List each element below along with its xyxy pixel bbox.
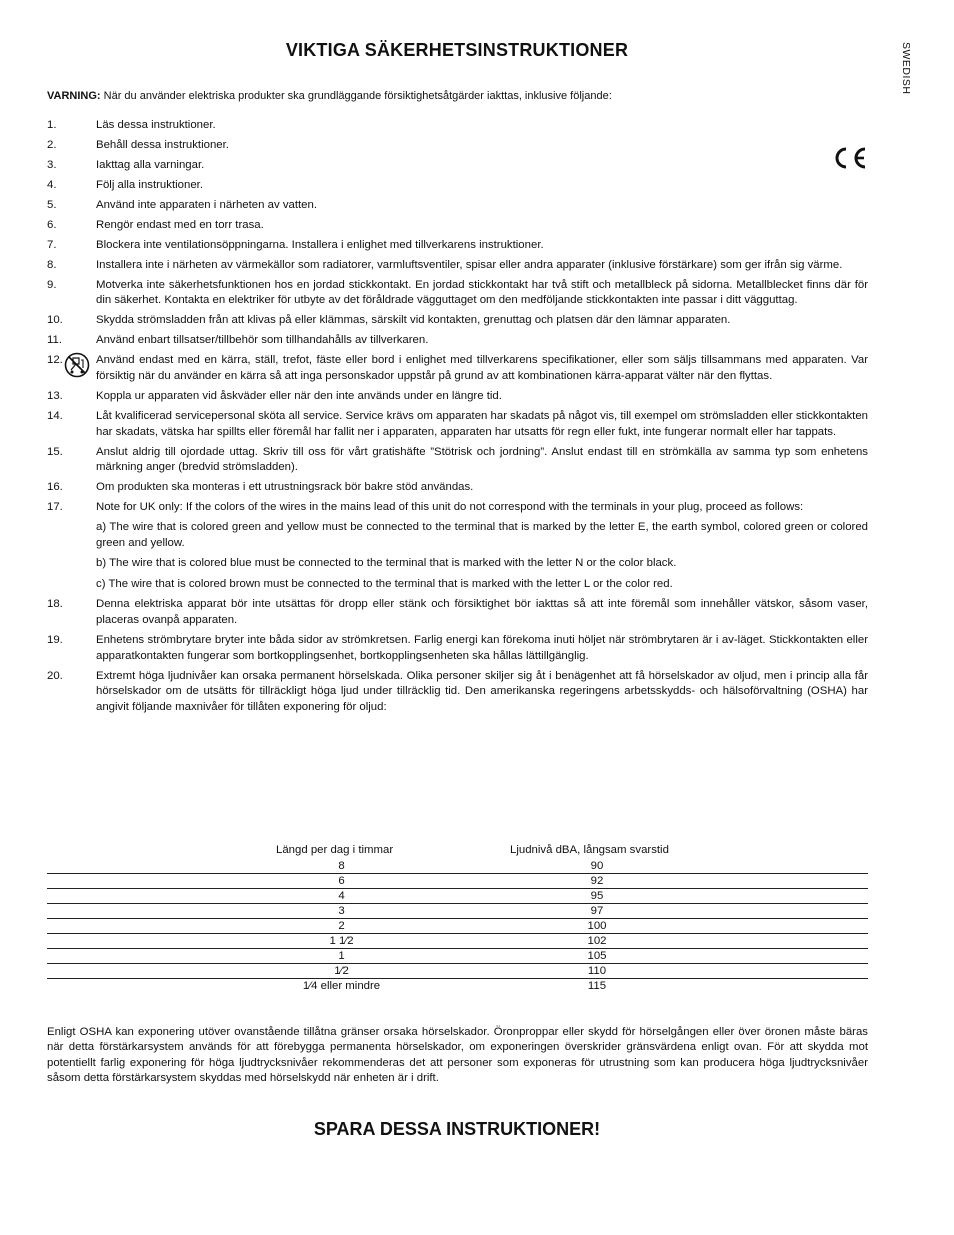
table-row [47, 964, 868, 979]
table-row [47, 949, 868, 964]
table-row [47, 934, 868, 949]
item-number: 15. [47, 445, 63, 458]
list-item [47, 158, 868, 174]
cell-level: 92 [590, 875, 604, 887]
cell-duration: 8 [338, 860, 345, 872]
cart-warning-icon [64, 352, 90, 378]
table-row [47, 904, 868, 919]
table-header [47, 844, 868, 859]
item-number: 3. [47, 158, 57, 171]
item-text: Låt kvalificerad servicepersonal sköta all service. Service krävs om apparaten har skadats på något vis, till exempel om strömsladden eller stickkontakten har skadats, vätska har spillts eller föremål har fallit ner i apparaten, apparaten har utsatts för regn eller fukt, inte fungerar normalt eller har tappats. [96, 409, 868, 438]
item-text: Använd inte apparaten i närheten av vatten. [96, 198, 318, 211]
item-text: Behåll dessa instruktioner. [96, 138, 229, 151]
item-text: Läs dessa instruktioner. [96, 119, 216, 131]
cell-duration: 1⁄4 eller mindre [302, 980, 381, 992]
item-number: 12. [47, 354, 63, 367]
cell-duration: 3 [338, 905, 345, 917]
cell-level: 95 [590, 890, 604, 902]
list-item [47, 353, 868, 384]
header-level: Ljudnivå dBA, långsam svarstid [510, 844, 669, 856]
list-item [47, 278, 868, 309]
sub-item: b) The wire that is colored blue must be connected to the terminal that is marked with the letter N or the color black. [96, 557, 677, 570]
list-item [47, 313, 868, 329]
cell-level: 105 [587, 950, 607, 962]
table-row [47, 859, 868, 874]
list-item [47, 258, 868, 274]
warning-label: VARNING: [47, 90, 101, 102]
item-number: 18. [47, 598, 63, 611]
sub-item: a) The wire that is colored green and yellow must be connected to the terminal that is marked by the letter E, the earth symbol, colored green or colored green and yellow. [96, 521, 868, 549]
item-text: Rengör endast med en torr trasa. [96, 218, 264, 231]
cell-level: 90 [590, 860, 604, 872]
item-text: Använd enbart tillsatser/tillbehör som tillhandahålls av tillverkaren. [96, 334, 429, 347]
item-number: 14. [47, 409, 63, 422]
item-text: Iakttag alla varningar. [96, 158, 205, 171]
list-item [47, 138, 868, 154]
item-number: 13. [47, 390, 63, 402]
table-row [47, 889, 868, 904]
item-number: 20. [47, 669, 63, 682]
cell-duration: 6 [338, 875, 345, 887]
item-number: 11. [47, 334, 62, 347]
cell-duration: 1⁄2 [334, 965, 349, 977]
item-text: Använd endast med en kärra, ställ, trefot, fäste eller bord i enlighet med tillverkarens specifikationer, eller som säljs tillsammans med apparaten. Var försiktig när du använder en kärra så att inga personskador uppstår på grund av att kombinationen kärra-apparat välter när den flyttas. [96, 354, 868, 383]
item-number: 16. [47, 481, 63, 494]
cell-duration: 1 [338, 950, 345, 962]
item-text: Denna elektriska apparat bör inte utsättas för dropp eller stänk och försiktighet bör iakttas så att inte föremål som innehåller vätskor, såsom vaser, placeras ovanpå apparaten. [96, 598, 868, 627]
item-number: 19. [47, 634, 63, 647]
item-text: Enhetens strömbrytare bryter inte båda sidor av strömkretsen. Farlig energi kan förekoma inuti höljet när strömbrytaren är i av-läget. Stickkontakten eller apparatkontakten fungerar som bortkopplingsenhet, bortkopplingsenheten ska hållas lättillgänglig. [96, 634, 868, 662]
cell-duration: 1 1⁄2 [329, 935, 354, 947]
item-number: 1. [47, 119, 57, 131]
item-text: Koppla ur apparaten vid åskväder eller när den inte används under en längre tid. [96, 390, 502, 402]
cell-level: 100 [587, 920, 607, 932]
list-item [47, 178, 868, 194]
table-row [47, 919, 868, 934]
list-item [47, 500, 868, 516]
list-item [47, 597, 868, 628]
language-tab: SWEDISH [900, 42, 912, 95]
warning-paragraph [47, 89, 867, 103]
cell-level: 97 [590, 905, 604, 917]
item-number: 6. [47, 218, 57, 231]
list-item [47, 118, 868, 134]
closing-paragraph: Enligt OSHA kan exponering utöver ovanstående tillåtna gränser orsaka hörselskador. Öronproppar eller skydd för hörselgången eller över öronen måste bäras när detta förstärkarsystem används för att förebygga permanenta hörselskador, om exponeringen överskrider gränsvärdena enligt ovan. För att skydda mot potentiellt farlig exponering för höga ljudtrycksnivåer rekommenderas det att personer som exponeras för utrustning som kan producera höga ljudtrycksnivåer såsom detta förstärkarsystem skyddas med hörselskydd när enheten är i drift. [47, 1026, 868, 1085]
instruction-list [47, 118, 868, 720]
item-number: 7. [47, 238, 57, 251]
item-text: Följ alla instruktioner. [96, 178, 203, 191]
page-title: VIKTIGA SÄKERHETSINSTRUKTIONER [285, 40, 629, 60]
list-item [47, 480, 868, 496]
sub-item: c) The wire that is colored brown must be connected to the terminal that is marked with the letter L or the color red. [96, 577, 673, 590]
item-text: Extremt höga ljudnivåer kan orsaka permanent hörselskada. Olika personer skiljer sig åt i benägenhet att få hörselskador av oljud, men i princip alla får hörselskador om de utsätts för tillräckligt höga ljud under tillräcklig tid. Den amerikanska regeringens arbetsskydds- och hälsoförvaltning (OSHA) har angivit följande maxnivåer för tillåten exponering för oljud: [96, 669, 868, 713]
list-item [47, 669, 868, 716]
item-text: Installera inte i närheten av värmekällor som radiatorer, varmluftsventiler, spisar eller andra apparater (inklusive förstärkare) som ger ifrån sig värme. [96, 258, 843, 271]
item-text: Skydda strömsladden från att klivas på eller klämmas, särskilt vid kontakten, grenuttag och platsen där den lämnar apparaten. [96, 314, 731, 327]
item-text: Motverka inte säkerhetsfunktionen hos en jordad stickkontakt. En jordad stickkontakt har två stift och metallbleck på sidorna. Metallblecket finns där för din säkerhet. Kontakta en elektriker för utbyte av det föråldrade vägguttaget om den medföljande stickkontakten inte passar i ditt vägguttag. [96, 278, 868, 307]
list-item [47, 238, 868, 254]
cell-duration: 2 [338, 920, 345, 932]
noise-exposure-table [47, 844, 868, 994]
item-number: 17. [47, 501, 63, 514]
list-item [47, 633, 868, 664]
item-text: Om produkten ska monteras i ett utrustningsrack bör bakre stöd användas. [96, 481, 474, 494]
table-row [47, 979, 868, 994]
item-number: 5. [47, 198, 57, 211]
footer-title: SPARA DESSA INSTRUKTIONER! [313, 1119, 601, 1139]
table-row [47, 874, 868, 889]
item-number: 9. [47, 278, 57, 291]
cell-level: 115 [587, 980, 607, 992]
item-text: Anslut aldrig till ojordade uttag. Skriv till oss för vårt gratishäfte ”Stötrisk och jordning”. Anslut endast till en strömkälla av samma typ som enhetens märkning anger (bredvid strömsladden). [96, 445, 868, 474]
list-item [47, 218, 868, 234]
item-number: 10. [47, 314, 63, 327]
list-item [47, 333, 868, 349]
item-number: 4. [47, 178, 57, 191]
list-item [47, 409, 868, 440]
list-item [47, 445, 868, 476]
item-text: Blockera inte ventilationsöppningarna. Installera i enlighet med tillverkarens instruktioner. [96, 238, 544, 251]
list-item [47, 198, 868, 214]
cell-level: 102 [587, 935, 607, 947]
list-item [47, 389, 868, 405]
item-number: 8. [47, 258, 57, 271]
header-duration: Längd per dag i timmar [276, 844, 394, 856]
item-text: Note for UK only: If the colors of the wires in the mains lead of this unit do not correspond with the terminals in your plug, proceed as follows: [96, 501, 804, 514]
warning-text: När du använder elektriska produkter ska grundläggande försiktighetsåtgärder iakttas, inklusive följande: [100, 90, 612, 102]
cell-duration: 4 [338, 890, 345, 902]
item-number: 2. [47, 138, 57, 151]
cell-level: 110 [587, 965, 607, 977]
